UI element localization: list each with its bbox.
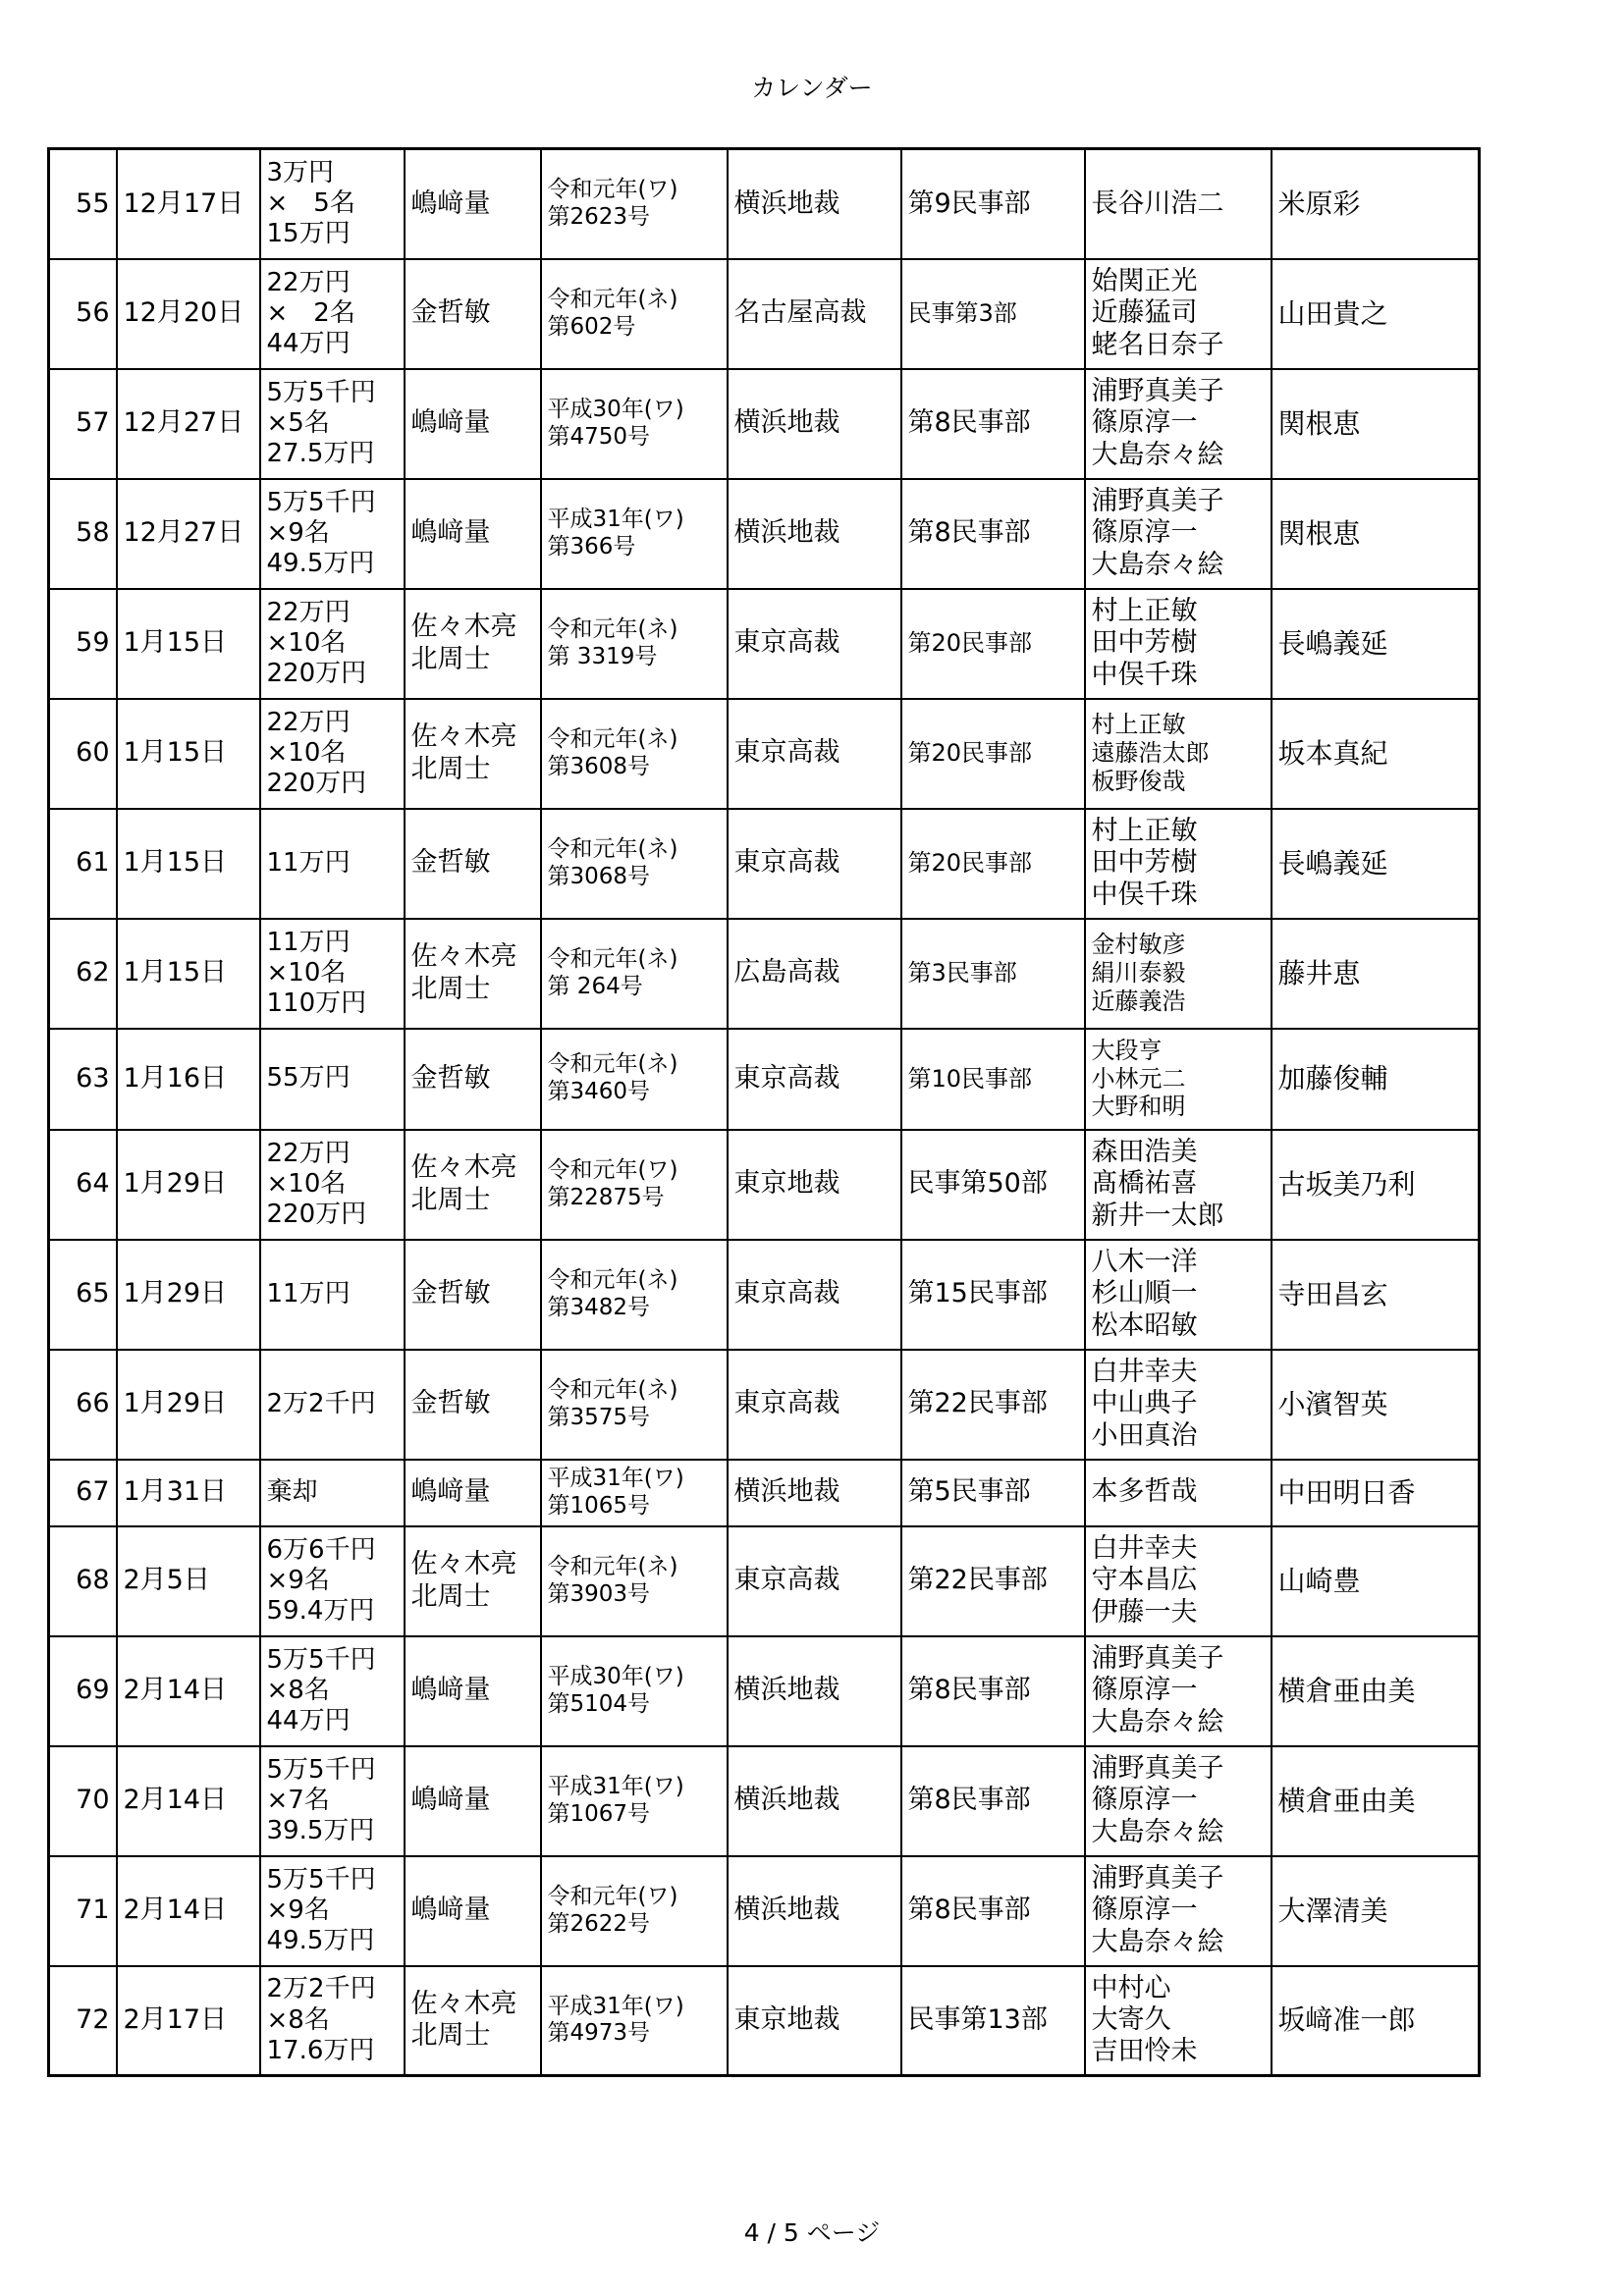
ruling-date-cell: 1月29日 <box>117 1350 260 1460</box>
counsel-names-cell: 佐々木亮 北周士 <box>405 1966 541 2076</box>
court-name-cell: 東京高裁 <box>728 589 901 699</box>
clerk-name-cell: 長嶋義延 <box>1272 809 1480 919</box>
award-amount-cell: 棄却 <box>260 1460 405 1526</box>
ruling-date-cell: 1月31日 <box>117 1460 260 1526</box>
table-row <box>49 699 1480 809</box>
ruling-date-cell: 2月17日 <box>117 1966 260 2076</box>
award-amount-cell: 11万円 <box>260 1240 405 1350</box>
table-row <box>49 1460 1480 1526</box>
judge-names-cell: 村上正敏 田中芳樹 中俣千珠 <box>1085 809 1272 919</box>
court-name-cell: 東京地裁 <box>728 1966 901 2076</box>
judge-names-cell: 大段亨 小林元二 大野和明 <box>1085 1029 1272 1130</box>
case-number-cell: 令和元年(ネ) 第3575号 <box>541 1350 728 1460</box>
award-amount-cell: 3万円 × 5名 15万円 <box>260 149 405 259</box>
award-amount-cell: 22万円 ×10名 220万円 <box>260 589 405 699</box>
table-row <box>49 589 1480 699</box>
award-amount-cell: 6万6千円 ×9名 59.4万円 <box>260 1526 405 1636</box>
table-row <box>49 479 1480 589</box>
award-amount-cell: 22万円 ×10名 220万円 <box>260 1130 405 1240</box>
case-number-cell: 令和元年(ネ) 第3903号 <box>541 1526 728 1636</box>
division-name-cell: 第8民事部 <box>901 1636 1085 1746</box>
court-name-cell: 広島高裁 <box>728 919 901 1029</box>
division-name-cell: 第3民事部 <box>901 919 1085 1029</box>
clerk-name-cell: 横倉亜由美 <box>1272 1636 1480 1746</box>
court-name-cell: 東京高裁 <box>728 1029 901 1130</box>
court-name-cell: 横浜地裁 <box>728 1856 901 1966</box>
judge-names-cell: 金村敏彦 絹川泰毅 近藤義浩 <box>1085 919 1272 1029</box>
row-number-cell: 65 <box>49 1240 117 1350</box>
division-name-cell: 民事第3部 <box>901 259 1085 369</box>
division-name-cell: 第8民事部 <box>901 1856 1085 1966</box>
court-name-cell: 横浜地裁 <box>728 1460 901 1526</box>
case-number-cell: 令和元年(ワ) 第22875号 <box>541 1130 728 1240</box>
clerk-name-cell: 小濱智英 <box>1272 1350 1480 1460</box>
row-number-cell: 55 <box>49 149 117 259</box>
court-name-cell: 東京高裁 <box>728 1350 901 1460</box>
clerk-name-cell: 関根恵 <box>1272 479 1480 589</box>
division-name-cell: 第8民事部 <box>901 479 1085 589</box>
table-row <box>49 1526 1480 1636</box>
judge-names-cell: 浦野真美子 篠原淳一 大島奈々絵 <box>1085 1856 1272 1966</box>
ruling-date-cell: 1月15日 <box>117 589 260 699</box>
court-name-cell: 横浜地裁 <box>728 1746 901 1856</box>
case-number-cell: 令和元年(ワ) 第2622号 <box>541 1856 728 1966</box>
table-row <box>49 809 1480 919</box>
judge-names-cell: 白井幸夫 中山典子 小田真治 <box>1085 1350 1272 1460</box>
court-name-cell: 東京高裁 <box>728 809 901 919</box>
ruling-date-cell: 2月5日 <box>117 1526 260 1636</box>
row-number-cell: 70 <box>49 1746 117 1856</box>
judge-names-cell: 村上正敏 田中芳樹 中俣千珠 <box>1085 589 1272 699</box>
ruling-date-cell: 1月15日 <box>117 699 260 809</box>
ruling-date-cell: 1月15日 <box>117 919 260 1029</box>
table-row <box>49 1856 1480 1966</box>
clerk-name-cell: 坂本真紀 <box>1272 699 1480 809</box>
clerk-name-cell: 大澤清美 <box>1272 1856 1480 1966</box>
counsel-names-cell: 佐々木亮 北周士 <box>405 699 541 809</box>
judge-names-cell: 森田浩美 髙橋祐喜 新井一太郎 <box>1085 1130 1272 1240</box>
ruling-date-cell: 2月14日 <box>117 1636 260 1746</box>
row-number-cell: 58 <box>49 479 117 589</box>
judge-names-cell: 中村心 大寄久 吉田怜未 <box>1085 1966 1272 2076</box>
division-name-cell: 第20民事部 <box>901 809 1085 919</box>
page-footer-number: 4 / 5 ページ <box>743 2218 881 2247</box>
counsel-names-cell: 金哲敏 <box>405 1240 541 1350</box>
counsel-names-cell: 佐々木亮 北周士 <box>405 589 541 699</box>
division-name-cell: 第9民事部 <box>901 149 1085 259</box>
counsel-names-cell: 佐々木亮 北周士 <box>405 1526 541 1636</box>
ruling-date-cell: 1月29日 <box>117 1130 260 1240</box>
award-amount-cell: 5万5千円 ×7名 39.5万円 <box>260 1746 405 1856</box>
court-name-cell: 名古屋高裁 <box>728 259 901 369</box>
court-name-cell: 東京地裁 <box>728 1130 901 1240</box>
table-row <box>49 259 1480 369</box>
records-table-body <box>49 149 1480 2076</box>
award-amount-cell: 2万2千円 ×8名 17.6万円 <box>260 1966 405 2076</box>
clerk-name-cell: 加藤俊輔 <box>1272 1029 1480 1130</box>
clerk-name-cell: 米原彩 <box>1272 149 1480 259</box>
judge-names-cell: 浦野真美子 篠原淳一 大島奈々絵 <box>1085 1746 1272 1856</box>
award-amount-cell: 5万5千円 ×8名 44万円 <box>260 1636 405 1746</box>
ruling-date-cell: 12月27日 <box>117 369 260 479</box>
court-name-cell: 東京高裁 <box>728 699 901 809</box>
clerk-name-cell: 横倉亜由美 <box>1272 1746 1480 1856</box>
row-number-cell: 63 <box>49 1029 117 1130</box>
row-number-cell: 71 <box>49 1856 117 1966</box>
judge-names-cell: 八木一洋 杉山順一 松本昭敏 <box>1085 1240 1272 1350</box>
clerk-name-cell: 山田貴之 <box>1272 259 1480 369</box>
judge-names-cell: 本多哲哉 <box>1085 1460 1272 1526</box>
award-amount-cell: 22万円 × 2名 44万円 <box>260 259 405 369</box>
case-number-cell: 平成31年(ワ) 第1067号 <box>541 1746 728 1856</box>
row-number-cell: 60 <box>49 699 117 809</box>
ruling-date-cell: 12月27日 <box>117 479 260 589</box>
court-name-cell: 横浜地裁 <box>728 1636 901 1746</box>
clerk-name-cell: 坂﨑准一郎 <box>1272 1966 1480 2076</box>
case-number-cell: 令和元年(ネ) 第 3319号 <box>541 589 728 699</box>
case-number-cell: 令和元年(ネ) 第602号 <box>541 259 728 369</box>
records-table <box>47 147 1481 2077</box>
case-number-cell: 令和元年(ネ) 第3068号 <box>541 809 728 919</box>
case-number-cell: 令和元年(ネ) 第3482号 <box>541 1240 728 1350</box>
division-name-cell: 民事第13部 <box>901 1966 1085 2076</box>
award-amount-cell: 11万円 <box>260 809 405 919</box>
case-number-cell: 平成30年(ワ) 第4750号 <box>541 369 728 479</box>
row-number-cell: 61 <box>49 809 117 919</box>
row-number-cell: 59 <box>49 589 117 699</box>
court-name-cell: 東京高裁 <box>728 1240 901 1350</box>
counsel-names-cell: 嶋﨑量 <box>405 149 541 259</box>
table-row <box>49 1029 1480 1130</box>
case-number-cell: 令和元年(ワ) 第2623号 <box>541 149 728 259</box>
ruling-date-cell: 12月20日 <box>117 259 260 369</box>
case-number-cell: 令和元年(ネ) 第3460号 <box>541 1029 728 1130</box>
row-number-cell: 67 <box>49 1460 117 1526</box>
judge-names-cell: 浦野真美子 篠原淳一 大島奈々絵 <box>1085 369 1272 479</box>
award-amount-cell: 5万5千円 ×9名 49.5万円 <box>260 1856 405 1966</box>
counsel-names-cell: 嶋﨑量 <box>405 1636 541 1746</box>
ruling-date-cell: 1月16日 <box>117 1029 260 1130</box>
division-name-cell: 第22民事部 <box>901 1350 1085 1460</box>
division-name-cell: 民事第50部 <box>901 1130 1085 1240</box>
case-number-cell: 平成30年(ワ) 第5104号 <box>541 1636 728 1746</box>
case-number-cell: 平成31年(ワ) 第366号 <box>541 479 728 589</box>
ruling-date-cell: 12月17日 <box>117 149 260 259</box>
division-name-cell: 第8民事部 <box>901 369 1085 479</box>
clerk-name-cell: 長嶋義延 <box>1272 589 1480 699</box>
court-name-cell: 横浜地裁 <box>728 479 901 589</box>
table-row <box>49 1746 1480 1856</box>
division-name-cell: 第20民事部 <box>901 699 1085 809</box>
award-amount-cell: 55万円 <box>260 1029 405 1130</box>
clerk-name-cell: 中田明日香 <box>1272 1460 1480 1526</box>
judge-names-cell: 白井幸夫 守本昌広 伊藤一夫 <box>1085 1526 1272 1636</box>
ruling-date-cell: 2月14日 <box>117 1856 260 1966</box>
division-name-cell: 第20民事部 <box>901 589 1085 699</box>
judge-names-cell: 村上正敏 遠藤浩太郎 板野俊哉 <box>1085 699 1272 809</box>
clerk-name-cell: 古坂美乃利 <box>1272 1130 1480 1240</box>
clerk-name-cell: 関根恵 <box>1272 369 1480 479</box>
row-number-cell: 66 <box>49 1350 117 1460</box>
counsel-names-cell: 嶋﨑量 <box>405 369 541 479</box>
row-number-cell: 57 <box>49 369 117 479</box>
award-amount-cell: 5万5千円 ×9名 49.5万円 <box>260 479 405 589</box>
table-row <box>49 1350 1480 1460</box>
clerk-name-cell: 藤井恵 <box>1272 919 1480 1029</box>
ruling-date-cell: 1月15日 <box>117 809 260 919</box>
division-name-cell: 第22民事部 <box>901 1526 1085 1636</box>
counsel-names-cell: 金哲敏 <box>405 259 541 369</box>
table-row <box>49 369 1480 479</box>
counsel-names-cell: 嶋﨑量 <box>405 479 541 589</box>
award-amount-cell: 5万5千円 ×5名 27.5万円 <box>260 369 405 479</box>
case-number-cell: 平成31年(ワ) 第1065号 <box>541 1460 728 1526</box>
counsel-names-cell: 嶋﨑量 <box>405 1460 541 1526</box>
award-amount-cell: 22万円 ×10名 220万円 <box>260 699 405 809</box>
division-name-cell: 第10民事部 <box>901 1029 1085 1130</box>
row-number-cell: 64 <box>49 1130 117 1240</box>
court-name-cell: 横浜地裁 <box>728 149 901 259</box>
case-number-cell: 令和元年(ネ) 第 264号 <box>541 919 728 1029</box>
table-row <box>49 149 1480 259</box>
ruling-date-cell: 1月29日 <box>117 1240 260 1350</box>
award-amount-cell: 2万2千円 <box>260 1350 405 1460</box>
counsel-names-cell: 金哲敏 <box>405 809 541 919</box>
table-row <box>49 919 1480 1029</box>
division-name-cell: 第8民事部 <box>901 1746 1085 1856</box>
judge-names-cell: 浦野真美子 篠原淳一 大島奈々絵 <box>1085 1636 1272 1746</box>
counsel-names-cell: 佐々木亮 北周士 <box>405 1130 541 1240</box>
counsel-names-cell: 金哲敏 <box>405 1350 541 1460</box>
table-row <box>49 1240 1480 1350</box>
table-row <box>49 1130 1480 1240</box>
division-name-cell: 第15民事部 <box>901 1240 1085 1350</box>
row-number-cell: 62 <box>49 919 117 1029</box>
counsel-names-cell: 佐々木亮 北周士 <box>405 919 541 1029</box>
clerk-name-cell: 山崎豊 <box>1272 1526 1480 1636</box>
court-name-cell: 横浜地裁 <box>728 369 901 479</box>
counsel-names-cell: 嶋﨑量 <box>405 1746 541 1856</box>
case-number-cell: 平成31年(ワ) 第4973号 <box>541 1966 728 2076</box>
ruling-date-cell: 2月14日 <box>117 1746 260 1856</box>
row-number-cell: 72 <box>49 1966 117 2076</box>
judge-names-cell: 浦野真美子 篠原淳一 大島奈々絵 <box>1085 479 1272 589</box>
division-name-cell: 第5民事部 <box>901 1460 1085 1526</box>
award-amount-cell: 11万円 ×10名 110万円 <box>260 919 405 1029</box>
judge-names-cell: 長谷川浩二 <box>1085 149 1272 259</box>
table-row <box>49 1966 1480 2076</box>
clerk-name-cell: 寺田昌玄 <box>1272 1240 1480 1350</box>
table-row <box>49 1636 1480 1746</box>
page-header-title: カレンダー <box>751 74 873 102</box>
counsel-names-cell: 金哲敏 <box>405 1029 541 1130</box>
counsel-names-cell: 嶋﨑量 <box>405 1856 541 1966</box>
row-number-cell: 68 <box>49 1526 117 1636</box>
row-number-cell: 56 <box>49 259 117 369</box>
judge-names-cell: 始関正光 近藤猛司 蛯名日奈子 <box>1085 259 1272 369</box>
court-name-cell: 東京高裁 <box>728 1526 901 1636</box>
case-number-cell: 令和元年(ネ) 第3608号 <box>541 699 728 809</box>
row-number-cell: 69 <box>49 1636 117 1746</box>
